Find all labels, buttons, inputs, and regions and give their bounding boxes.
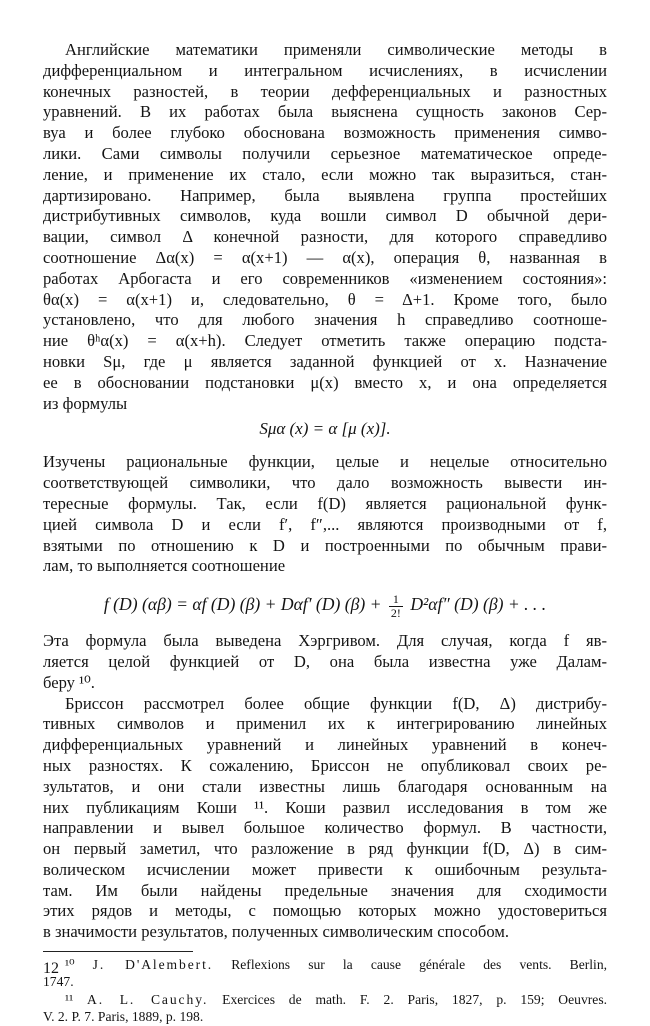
footnote-text: Exercices de math. F. 2. Paris, 1827, p. 159; Oeuvres. [222, 991, 608, 1007]
equation-substitution: Sμα (x) = α [μ (x)]. [259, 419, 391, 439]
text-line: Эта формула была выведена Хэргривом. Для случая, когда f яв- [43, 631, 607, 651]
footnote-author: J. D'Alembert. [92, 957, 214, 973]
text-line: направлении и вывел большое количество формул. В частности, [43, 818, 607, 838]
text-line: соотношение Δα(x) = α(x+1) — α(x), операция θ, названная в [43, 247, 607, 267]
footnote-10-cont: 1747. [43, 974, 74, 990]
text-line: этих рядов и методы, с помощью которых можно удостовериться [43, 901, 607, 921]
text-line: лам, то выполняется соотношение [43, 556, 286, 576]
text-line: конечных разностей, в теории дефференциальных и разностных [43, 81, 607, 101]
footnote-marker: ¹⁰ [65, 957, 75, 973]
footnote-11-cont: V. 2. P. 7. Paris, 1889, p. 198. [43, 1009, 204, 1025]
text-line: ляется целой функцией от D, она была известна уже Далам- [43, 651, 607, 671]
footnote-author: A. L. Cauchy. [86, 991, 209, 1007]
equation-left: f (D) (αβ) = αf (D) (β) + Dαf′ (D) (β) + [103, 594, 382, 615]
text-line: работах Арбогаста и его современников «изменением состояния»: [43, 268, 607, 288]
fraction [389, 593, 403, 620]
text-line: уравнений. В их работах была выяснена сущность законов Сер- [43, 102, 607, 122]
text-line: Изучены рациональные функции, целые и нецелые относительно [43, 452, 607, 472]
footnote-marker: ¹¹ [65, 991, 74, 1007]
text-line: дистрибутивных символов, куда вошли символ D обычной дери- [43, 206, 607, 226]
text-line: там. Им были найдены предельные значения для сходимости [43, 880, 607, 900]
fraction-denominator: 2! [390, 605, 401, 620]
text-line: волическом исчислении может привести к ошибочным результа- [43, 859, 607, 879]
text-line: дифференциальном и интегральном исчислениях, в исчислении [43, 60, 607, 80]
text-line: цией символа D и если f′, f″,... являются производными от f, [43, 514, 607, 534]
text-line: новки Sμ, где μ является заданной функцией от x. Назначение [43, 351, 607, 371]
text-line: тересные формулы. Так, если f(D) является рациональной функ- [43, 493, 607, 513]
text-line: взятыми по отношению к D и построенными по обычным прави- [43, 535, 607, 555]
text-line: тивных символов и применил их к интегрированию линейных [43, 714, 607, 734]
fraction-numerator: 1 [389, 593, 403, 607]
text-line: вуа и более глубоко обоснована возможность применения симво- [43, 123, 607, 143]
page-body [43, 40, 607, 1026]
text-line: установлено, что для любого значения h справедливо соотноше- [43, 310, 607, 330]
paragraph-2 [43, 452, 607, 577]
text-line: Бриссон рассмотрел более общие функции f(D, Δ) дистрибу- [65, 693, 607, 713]
text-line: дартизировано. Например, была выявлена группа простейших [43, 185, 607, 205]
equation-leibniz-symbolic [43, 577, 607, 631]
page-number: 12 [43, 960, 59, 977]
text-line: них публикациям Коши ¹¹. Коши развил исследования в том же [43, 797, 607, 817]
text-line: он первый заметил, что разложение в ряд функции f(D, Δ) в сим- [43, 839, 607, 859]
equation-right: D²αf″ (D) (β) + . . . [410, 594, 547, 615]
text-line: лики. Сами символы получили серьезное математическое опреде- [43, 143, 607, 163]
text-line: θα(x) = α(x+1) и, следовательно, θ = Δ+1. Кроме того, было [43, 289, 607, 309]
paragraph-4 [43, 694, 607, 944]
text-line: ее в обосновании подстановки μ(x) вместо x, и она определяется [43, 372, 607, 392]
text-line: соответствующей символики, что дало возможность вывести ин- [43, 473, 607, 493]
text-line: вации, символ Δ конечной разности, для которого справедливо [43, 227, 607, 247]
text-line: ных разностях. К сожалению, Бриссон не опубликовал своих ре- [43, 755, 607, 775]
text-line: зультатов, и они стали известны лишь благодаря основанным на [43, 776, 607, 796]
footnote-11 [43, 991, 607, 1008]
text-line: ление, и применение их стало, если можно так выразиться, стан- [43, 164, 607, 184]
footnote-10 [43, 956, 607, 973]
text-line: из формулы [43, 393, 128, 413]
paragraph-1 [43, 40, 607, 414]
paragraph-3 [43, 631, 607, 693]
text-line: дифференциальных уравнений и линейных уравнений в конеч- [43, 735, 607, 755]
text-line: ние θʰα(x) = α(x+h). Следует отметить также операцию подста- [43, 331, 607, 351]
text-line: беру ¹⁰. [43, 672, 95, 692]
footnote-divider [43, 951, 193, 952]
footnote-text: Reflexions sur la cause générale des vents. Berlin, [231, 957, 608, 973]
text-line: Английские математики применяли символические методы в [65, 40, 607, 59]
footnotes [43, 956, 607, 1026]
text-line: в значимости результатов, полученных символическим способом. [43, 922, 509, 942]
